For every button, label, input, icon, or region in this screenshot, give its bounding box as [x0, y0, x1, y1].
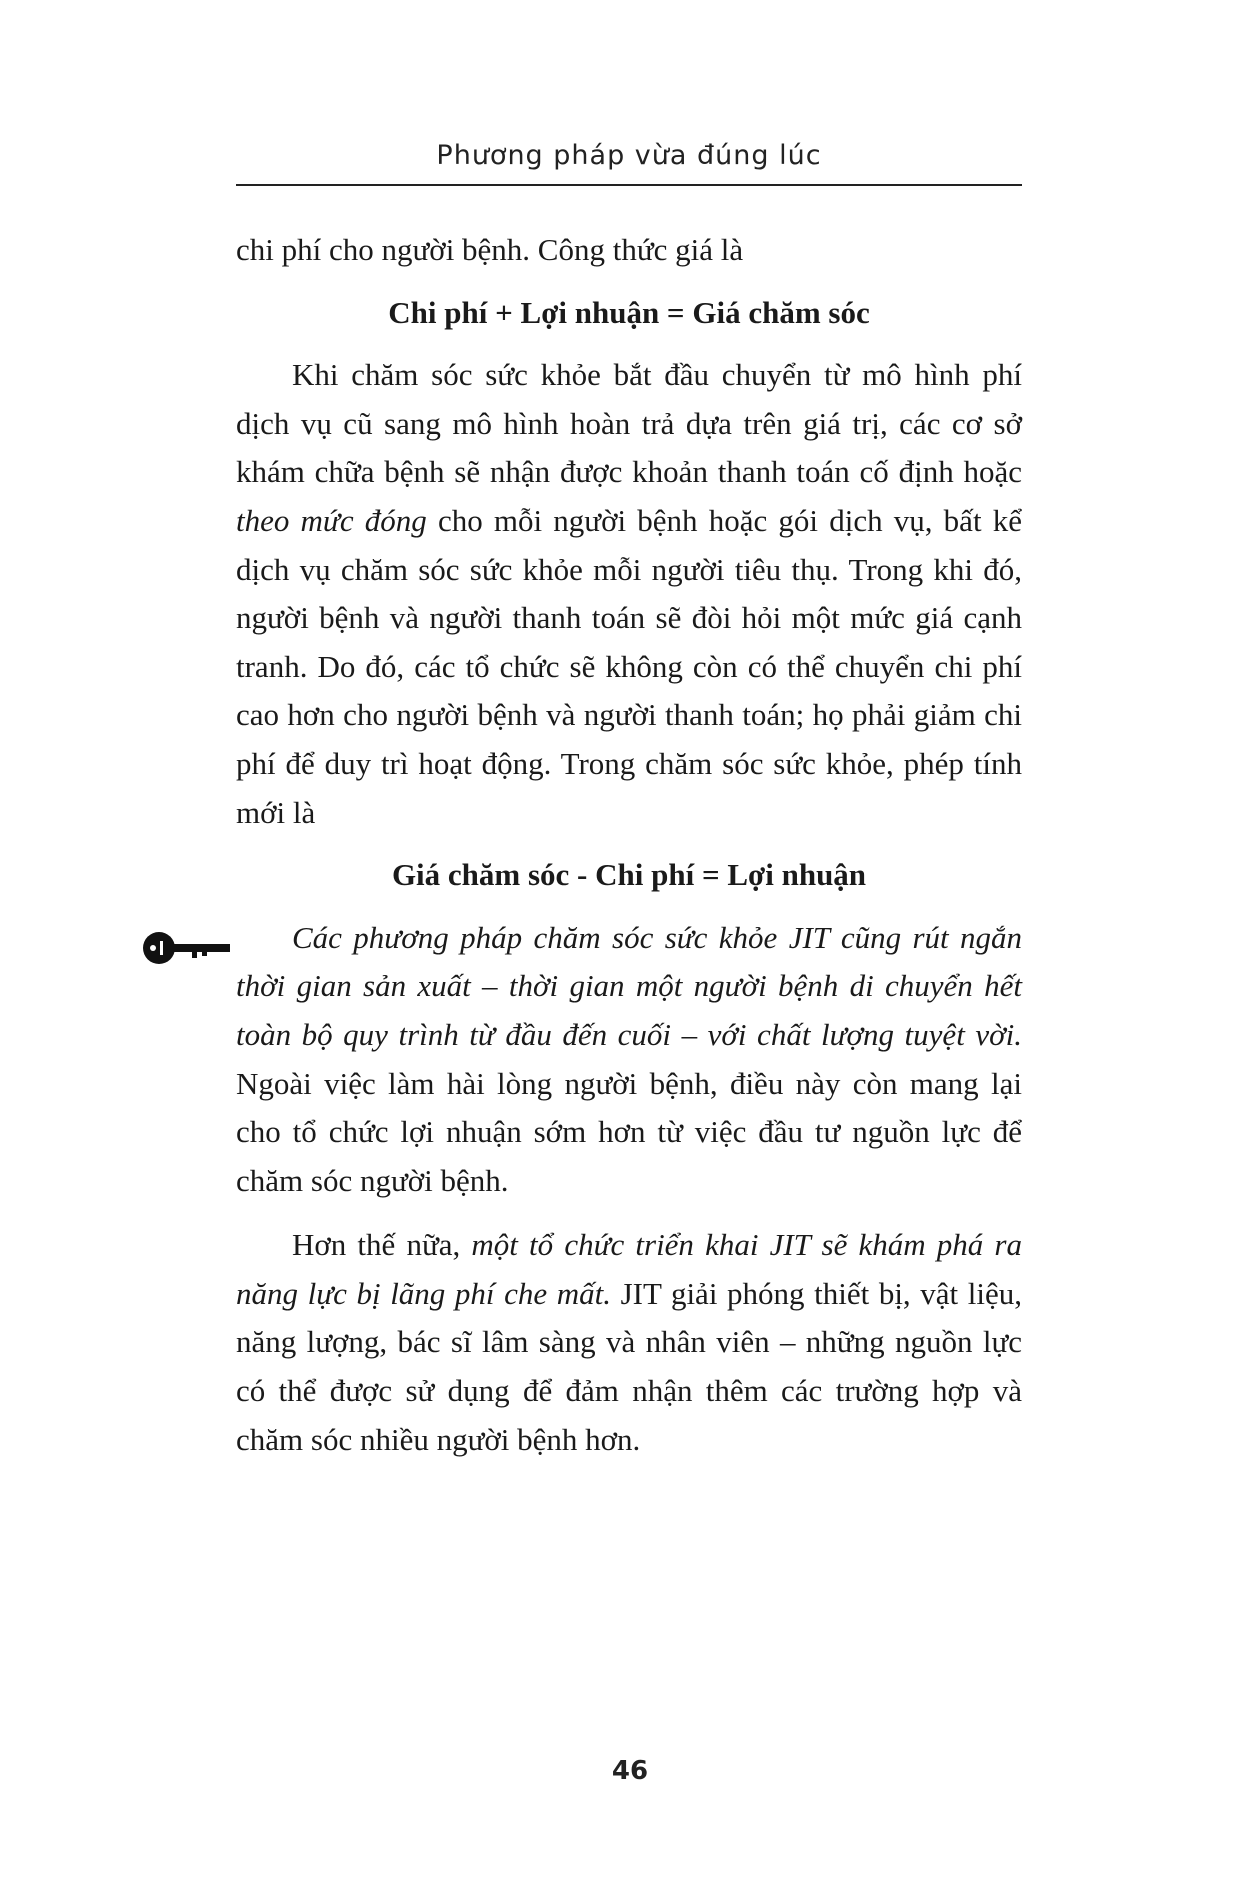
- paragraph-2-rest: cho mỗi người bệnh hoặc gói dịch vụ, bất kể dịch vụ chăm sóc sức khỏe mỗi người tiêu thụ. Trong khi đó, người bệnh và người thanh toán sẽ đòi hỏi một mức giá cạnh tranh. Do đó, các tổ chức sẽ không còn có thể chuyển chi phí cao hơn cho người bệnh và người thanh toán; họ phải giảm chi phí để duy trì hoạt động. Trong chăm sóc sức khỏe, phép tính mới là: [236, 502, 1022, 830]
- formula-cost-plus-profit: Chi phí + Lợi nhuận = Giá chăm sóc: [388, 294, 870, 330]
- paragraph-3-italic: Các phương pháp chăm sóc sức khỏe JIT cũng rút ngắn thời gian sản xuất – thời gian một người bệnh di chuyển hết toàn bộ quy trình từ đầu đến cuối – với chất lượng tuyệt vời.: [236, 919, 1022, 1052]
- paragraph-2-text: Khi chăm sóc sức khỏe bắt đầu chuyển từ mô hình phí dịch vụ cũ sang mô hình hoàn trả dựa trên giá trị, các cơ sở khám chữa bệnh sẽ nhận được khoản thanh toán cố định hoặc: [236, 357, 1022, 490]
- paragraph-2-italic: theo mức đóng: [236, 502, 427, 538]
- page-number: 46: [611, 1756, 649, 1786]
- paragraph-4-italic: một tổ chức triển khai JIT sẽ khám phá ra năng lực bị lãng phí che mất.: [236, 1227, 1022, 1311]
- paragraph-3-key-point: [236, 914, 1022, 1206]
- running-head-title: Phương pháp vừa đúng lúc: [436, 140, 822, 171]
- page-body: [236, 226, 1022, 1464]
- header-divider: [236, 184, 1022, 186]
- paragraph-3-rest: Ngoài việc làm hài lòng người bệnh, điều này còn mang lại cho tổ chức lợi nhuận sớm hơn từ việc đầu tư nguồn lực để chăm sóc người bệnh.: [236, 1065, 1022, 1198]
- paragraph-2: [236, 351, 1022, 837]
- paragraph-1: chi phí cho người bệnh. Công thức giá là: [236, 232, 744, 267]
- formula-price-minus-cost: Giá chăm sóc - Chi phí = Lợi nhuận: [391, 857, 867, 893]
- paragraph-4-rest: JIT giải phóng thiết bị, vật liệu, năng lượng, bác sĩ lâm sàng và nhân viên – những nguồn lực có thể được sử dụng để đảm nhận thêm các trường hợp và chăm sóc nhiều người bệnh hơn.: [236, 1275, 1022, 1457]
- paragraph-4-start: Hơn thế nữa,: [292, 1227, 472, 1263]
- key-icon: [142, 930, 232, 966]
- paragraph-4: [236, 1221, 1022, 1464]
